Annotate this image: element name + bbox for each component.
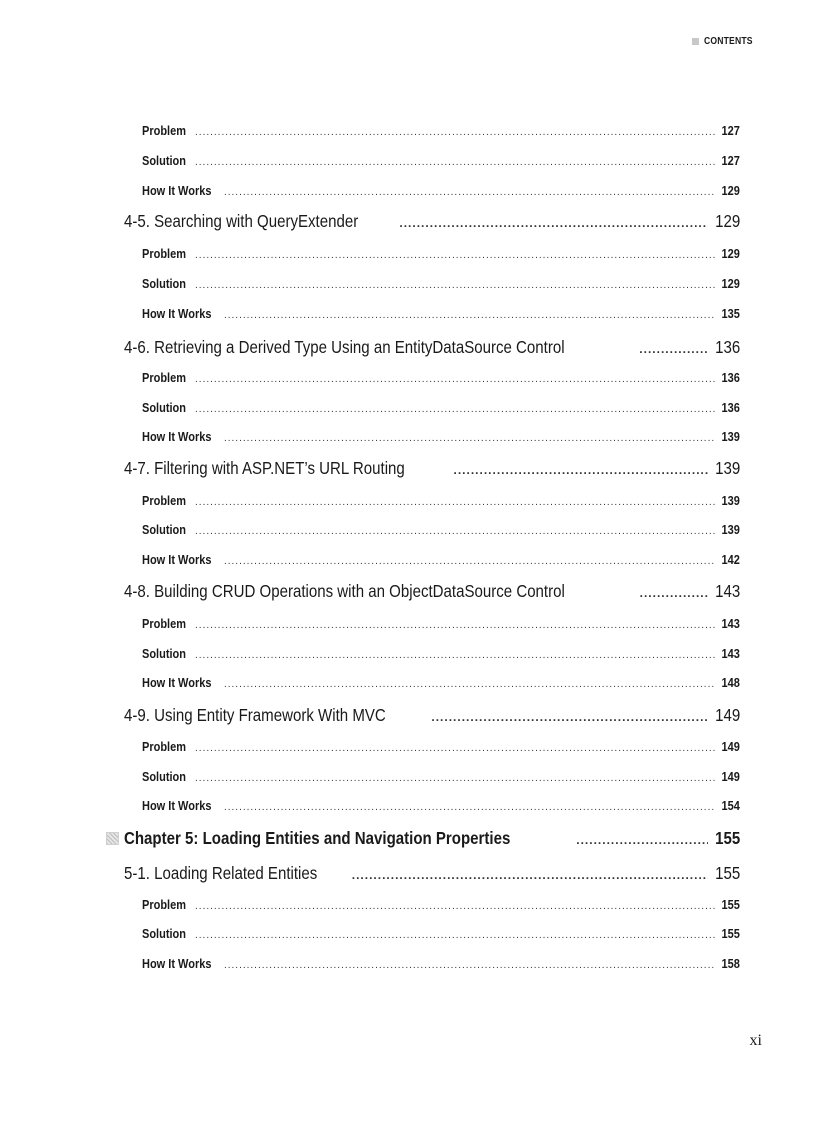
dot-leader (399, 211, 707, 235)
toc-entry-title: 4-9. Using Entity Framework With MVC (124, 705, 386, 725)
dot-leader (195, 371, 716, 389)
toc-entry-page: 154 (721, 799, 740, 813)
toc-subsection-entry[interactable] (142, 245, 740, 263)
toc-entry-title: Problem (142, 898, 187, 912)
dot-leader (224, 307, 716, 325)
toc-entry-title: Problem (142, 247, 187, 261)
dot-leader (224, 676, 716, 694)
dot-leader (431, 705, 707, 729)
toc-entry-title: 4-7. Filtering with ASP.NET’s URL Routing (124, 458, 405, 478)
toc-entry-title: Problem (142, 494, 187, 508)
dot-leader (195, 401, 716, 419)
toc-entry-page: 139 (721, 523, 740, 537)
toc-entry-page: 129 (721, 184, 740, 198)
toc-entry-title: 4-5. Searching with QueryExtender (124, 211, 359, 231)
toc-entry-page: 149 (721, 740, 740, 754)
toc-entry-page: 158 (721, 957, 740, 971)
toc-entry-page: 155 (721, 898, 740, 912)
toc-entry-title: Solution (142, 927, 186, 941)
toc-entry-page: 143 (721, 647, 740, 661)
toc-entry-title: Solution (142, 154, 186, 168)
toc-section-entry[interactable] (124, 209, 740, 233)
dot-leader (576, 828, 708, 852)
toc-entry-title: Solution (142, 647, 186, 661)
toc-entry-title: 4-6. Retrieving a Derived Type Using an EntityDataSource Control (124, 337, 565, 357)
toc-entry-page: 155 (714, 828, 740, 848)
toc-entry-title: How It Works (142, 553, 212, 567)
toc-subsection-entry[interactable] (142, 674, 740, 692)
toc-subsection-entry[interactable] (142, 521, 740, 539)
toc-subsection-entry[interactable] (142, 797, 740, 815)
dot-leader (195, 247, 716, 265)
toc-entry-page: 135 (721, 307, 740, 321)
dot-leader (195, 277, 716, 295)
toc-entry-page: 155 (714, 863, 740, 883)
toc-entry-title: Problem (142, 617, 187, 631)
toc-entry-title: How It Works (142, 676, 212, 690)
toc-entry-page: 142 (721, 553, 740, 567)
toc-entry-title: 5-1. Loading Related Entities (124, 863, 318, 883)
toc-entry-page: 139 (714, 458, 740, 478)
toc-entry-title: How It Works (142, 307, 212, 321)
toc-entry-title: How It Works (142, 430, 212, 444)
dot-leader (640, 581, 708, 605)
dot-leader (224, 957, 716, 975)
toc-entry-page: 136 (721, 401, 740, 415)
toc-section-entry[interactable] (124, 335, 740, 359)
toc-subsection-entry[interactable] (142, 615, 740, 633)
toc-subsection-entry[interactable] (142, 768, 740, 786)
toc-entry-page: 129 (721, 247, 740, 261)
toc-entry-title: Chapter 5: Loading Entities and Navigation Properties (124, 828, 511, 848)
toc-entry-page: 149 (721, 770, 740, 784)
toc-entry-page: 143 (714, 581, 740, 601)
dot-leader (195, 898, 716, 916)
dot-leader (224, 799, 716, 817)
toc-section-entry[interactable] (124, 703, 740, 727)
toc-entry-title: Solution (142, 277, 186, 291)
toc-subsection-entry[interactable] (142, 738, 740, 756)
toc-entry-page: 139 (721, 430, 740, 444)
toc-section-entry[interactable] (124, 579, 740, 603)
header-section-title: CONTENTS (704, 36, 754, 47)
dot-leader (195, 494, 716, 512)
toc-subsection-entry[interactable] (142, 925, 740, 943)
toc-subsection-entry[interactable] (142, 305, 740, 323)
toc-subsection-entry[interactable] (142, 645, 740, 663)
toc-entry-title: Solution (142, 401, 186, 415)
toc-entry-page: 136 (714, 337, 740, 357)
page-number: xi (749, 1032, 762, 1049)
toc-subsection-entry[interactable] (142, 551, 740, 569)
toc-entry-page: 129 (721, 277, 740, 291)
toc-subsection-entry[interactable] (142, 152, 740, 170)
dot-leader (224, 553, 716, 571)
toc-entry-title: Problem (142, 371, 187, 385)
toc-entry-title: Problem (142, 740, 187, 754)
toc-subsection-entry[interactable] (142, 122, 740, 140)
toc-entry-title: How It Works (142, 799, 212, 813)
toc-entry-title: Solution (142, 770, 186, 784)
dot-leader (195, 617, 716, 635)
dot-leader (195, 740, 716, 758)
toc-subsection-entry[interactable] (142, 896, 740, 914)
toc-section-entry[interactable] (124, 861, 740, 885)
dot-leader (352, 863, 708, 887)
toc-entry-page: 149 (714, 705, 740, 725)
dot-leader (195, 154, 716, 172)
toc-entry-page: 155 (721, 927, 740, 941)
toc-subsection-entry[interactable] (142, 369, 740, 387)
dot-leader (195, 927, 716, 945)
dot-leader (195, 124, 716, 142)
toc-subsection-entry[interactable] (142, 955, 740, 973)
toc-subsection-entry[interactable] (142, 182, 740, 200)
toc-entry-title: Solution (142, 523, 186, 537)
toc-entry-page: 143 (721, 617, 740, 631)
dot-leader (639, 337, 708, 361)
toc-chapter-entry[interactable] (124, 826, 740, 850)
dot-leader (453, 458, 707, 482)
toc-entry-page: 136 (721, 371, 740, 385)
toc-entry-title: 4-8. Building CRUD Operations with an ObjectDataSource Control (124, 581, 565, 601)
dot-leader (195, 647, 716, 665)
toc-entry-title: How It Works (142, 184, 212, 198)
toc-subsection-entry[interactable] (142, 428, 740, 446)
dot-leader (195, 523, 716, 541)
toc-entry-page: 148 (721, 676, 740, 690)
dot-leader (224, 184, 716, 202)
toc-entry-page: 129 (714, 211, 740, 231)
toc-entry-page: 127 (721, 124, 740, 138)
chapter-marker-icon (106, 832, 119, 845)
toc-subsection-entry[interactable] (142, 275, 740, 293)
toc-subsection-entry[interactable] (142, 399, 740, 417)
toc-entry-page: 127 (721, 154, 740, 168)
dot-leader (224, 430, 716, 448)
toc-entry-title: How It Works (142, 957, 212, 971)
toc-entry-page: 139 (721, 494, 740, 508)
toc-entry-title: Problem (142, 124, 187, 138)
toc-subsection-entry[interactable] (142, 492, 740, 510)
toc-section-entry[interactable] (124, 456, 740, 480)
dot-leader (195, 770, 716, 788)
